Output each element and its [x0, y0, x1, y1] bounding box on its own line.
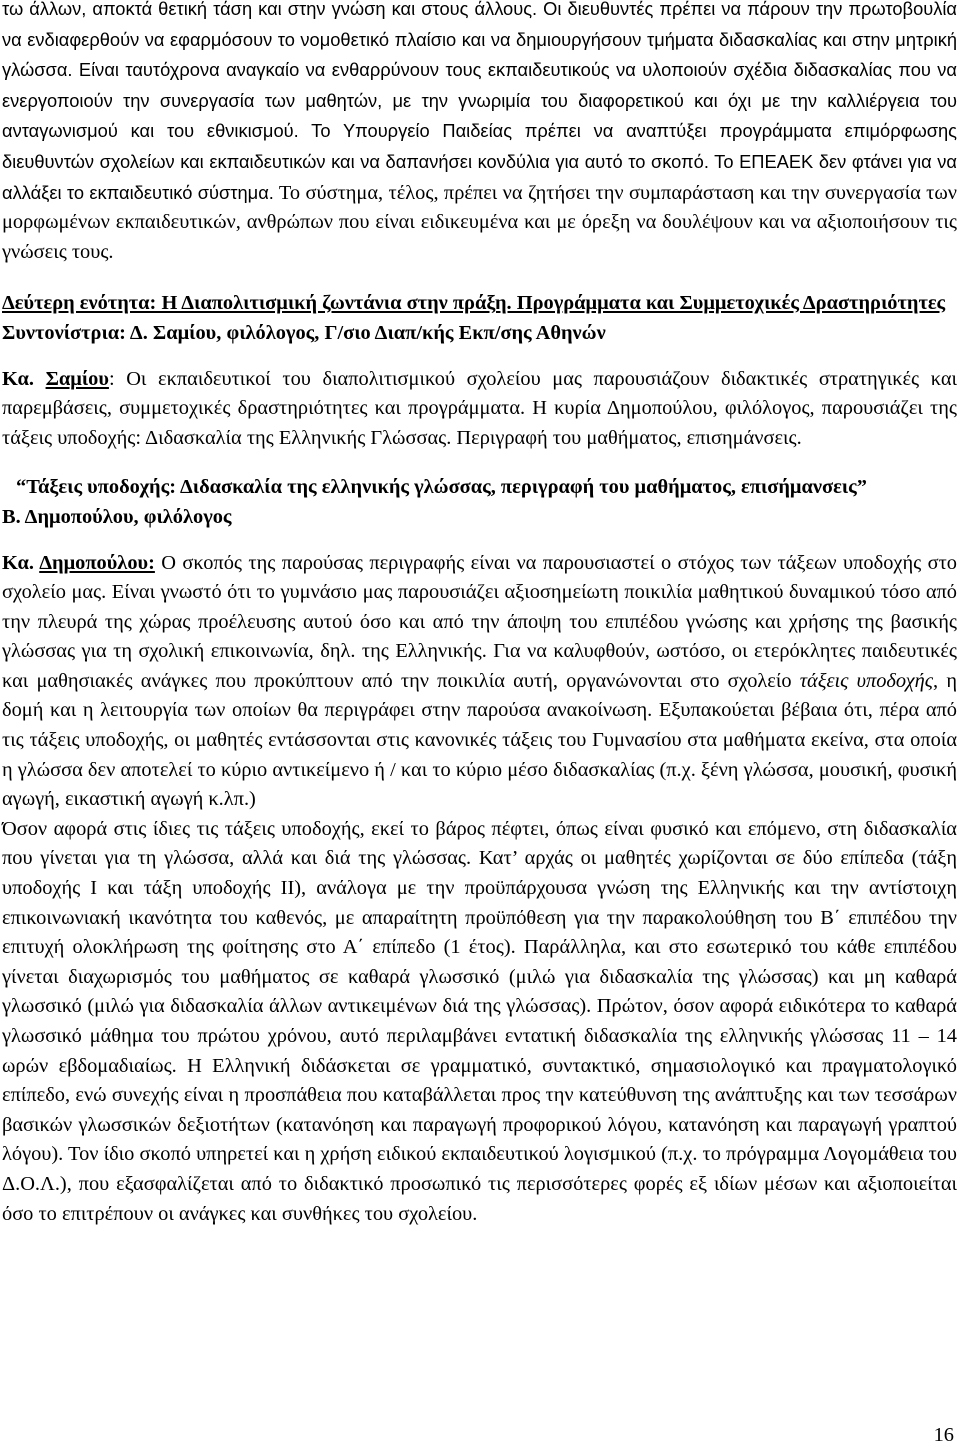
talk-author: Β. Δημοπούλου, φιλόλογος: [2, 505, 232, 528]
talk-title: [2, 473, 957, 503]
dimopoulou-prefix: Κα.: [2, 551, 40, 574]
dimopoulou-name: Δημοπούλου:: [39, 551, 155, 574]
samiou-name: Σαμίου: [45, 367, 109, 390]
talk-title-text: “Τάξεις υποδοχής: Διδασκαλία της ελληνικής γλώσσας, περιγραφή του μαθήματος, επισήμανσεις”: [16, 476, 867, 499]
document-page: [2, 0, 957, 1229]
dimopoulou-paragraph: [2, 549, 957, 815]
samiou-prefix: Κα.: [2, 367, 46, 390]
section-coordinator: Συντονίστρια: Δ. Σαμίου, φιλόλογος, Γ/σιο Διαπ/κής Εκπ/σης Αθηνών: [2, 321, 606, 344]
samiou-paragraph: [2, 365, 957, 454]
samiou-text: : Οι εκπαιδευτικοί του διαπολιτισμικού σχολείου μας παρουσιάζουν διδακτικές στρατηγικές και παρεμβάσεις, συμμετοχικές δραστηριότητες και προγράμματα. Η κυρία Δημοπούλου, φιλόλογος, παρουσιάζει της τάξεις υποδοχής: Διδασκαλία της Ελληνικής Γλώσσας. Περιγραφή του μαθήματος, επισημάνσεις.: [2, 367, 957, 449]
dimopoulou-text-c: , η δομή και η λειτουργία των οποίων θα περιγράφει στην παρούσα ανακοίνωση. Εξυπακούεται βέβαια ότι, πέρα από τις τάξεις υποδοχής, οι μαθητές εντάσσονται στις κανονικές τάξεις του Γυμνασίου στα μαθήματα εκείνα, στα οποία η γλώσσα δεν αποτελεί το κύριο αντικείμενο ή / και το κύριο μέσο διδασκαλίας (π.χ. ξένη γλώσσα, μουσική, φυσική αγωγή, εικαστική αγωγή κ.λπ.): [2, 669, 958, 811]
intro-serif-text: Το σύστημα, τέλος, πρέπει να ζητήσει την συμπαράσταση και την συνεργασία των μορφωμένων εκπαιδευτικών, ανθρώπων που είναι ειδικευμένα και με όρεξη να δουλέψουν και να αξιοποιήσουν τις γνώσεις τους.: [2, 181, 957, 263]
reception-classes-paragraph: Όσον αφορά στις ίδιες τις τάξεις υποδοχής, εκεί το βάρος πέφτει, όπως είναι φυσικό και επόμενο, στη διδασκαλία που γίνεται για τη γλώσσα, αλλά και διά της γλώσσας. Κατ’ αρχάς οι μαθητές χωρίζονται σε δύο επίπεδα (τάξη υποδοχής Ι και τάξη υποδοχής ΙΙ), ανάλογα με την προϋπάρχουσα γνώση της Ελληνικής και την αντίστοιχη επικοινωνιακή ικανότητα του καθενός, με απαραίτητη προϋπόθεση για την παρακολούθηση του Β΄ επιπέδου την επιτυχή ολοκλήρωση της φοίτησης στο Α΄ επίπεδο (1 έτος). Παράλληλα, και στο εσωτερικό του κάθε επιπέδου γίνεται διαχωρισμός του μαθήματος σε καθαρά γλωσσικό (μιλώ για διδασκαλία της γλώσσας) και μη καθαρά γλωσσικό (μιλώ για διδασκαλία άλλων αντικειμένων διά της γλώσσας). Πρώτον, όσον αφορά ειδικότερα το καθαρά γλωσσικό μάθημα του πρώτου χρόνου, αυτό περιλαμβάνει εντατική διδασκαλία της ελληνικής γλώσσας 11 – 14 ωρών εβδομαδιαίως. Η Ελληνική διδάσκεται σε γραμματικό, συντακτικό, σημασιολογικό και πραγματολογικό επίπεδο, ενώ συνεχής είναι η προσπάθεια που καταβάλλεται προς την κατεύθυνση της ανάπτυξης και των τεσσάρων βασικών γλωσσικών δεξιοτήτων (κατανόηση και παραγωγή προφορικού λόγου, κατανόηση και παραγωγή γραπτού λόγου). Τον ίδιο σκοπό υπηρετεί και η χρήση ειδικού εκπαιδευτικού λογισμικού (π.χ. το πρόγραμμα Λογομάθεια του Δ.Ο.Λ.), που εξασφαλίζεται από το διδακτικό προσωπικό τις περισσότερες φορές εξ ιδίων μέσων και αξιοποιείται όσο το επιτρέπουν οι ανάγκες και συνθήκες του σχολείου.: [2, 817, 957, 1225]
dimopoulou-text-b: Είναι γνωστό ότι το γυμνάσιο μας παρουσιάζει αξιοσημείωτη ποικιλία μαθητικού δυναμικού τόσο από την πλευρά της χώρας προέλευσης αυτού όσο και από την άποψη του επιπέδου γνώσης και χρήσης της βασικής γλώσσας για τη σχολική επικοινωνία, δηλ. της Ελληνικής. Για να καλυφθούν, ωστόσο, οι ετερόκλητες παιδευτικές και μαθησιακές ανάγκες που προκύπτουν από την ποικιλία αυτή, οργανώνονται στο σχολείο: [2, 581, 957, 692]
intro-paragraph: [2, 0, 957, 267]
section-heading: Δεύτερη ενότητα: Η Διαπολιτισμική ζωντάνια στην πράξη. Προγράμματα και Συμμετοχικές Δραστηριότητες: [2, 292, 946, 315]
page-number: 16: [933, 1424, 954, 1446]
dimopoulou-italic: τάξεις υποδοχής: [799, 669, 934, 692]
intro-sans-text: τω άλλων, αποκτά θετική τάση και στην γνώση και στους άλλους. Οι διευθυντές πρέπει να πάρουν την πρωτοβουλία να ενδιαφερθούν να εφαρμόσουν το νομοθετικό πλαίσιο και να δημιουργήσουν τμήματα διδασκαλίας και στην μητρική γλώσσα. Είναι ταυτόχρονα αναγκαίο να ενθαρρύνουν τους εκπαιδευτικούς να υλοποιούν σχέδια διδασκαλίας που να ενεργοποιούν την συνεργασία των μαθητών, με την γνωριμία του διαφορετικού και όχι με την καλλιέργεια του ανταγωνισμού και του εθνικισμού. Το Υπουργείο Παιδείας πρέπει να αναπτύξει προγράμματα επιμόρφωσης διευθυντών σχολείων και εκπαιδευτικών και να δαπανήσει κονδύλια για αυτό το σκοπό. Το ΕΠΕΑΕΚ δεν φτάνει για να αλλάξει το εκπαιδευτικό σύστημα.: [2, 0, 957, 203]
dimopoulou-text-a: Ο σκοπός της παρούσας περιγραφής είναι να παρουσιαστεί ο στόχος των τάξεων υποδοχής στο σχολείο μας.: [2, 551, 958, 604]
